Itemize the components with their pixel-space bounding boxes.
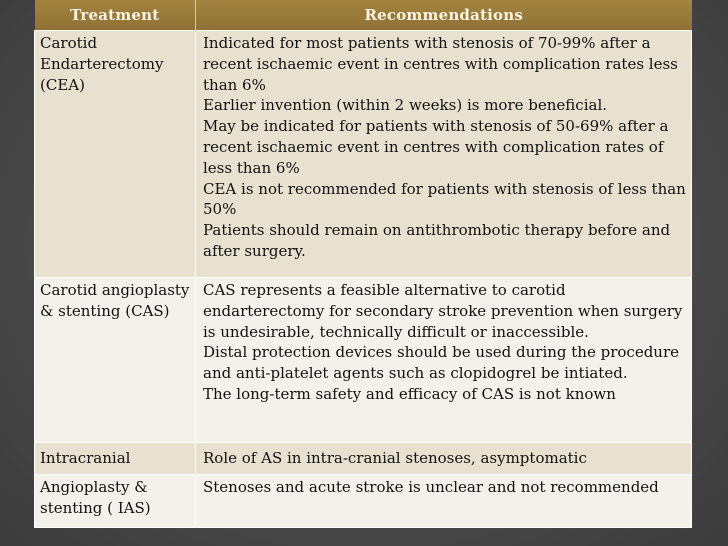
recommendations-cell <box>196 443 692 475</box>
header-recommendations: Recommendations <box>196 0 692 31</box>
recommendations-cell <box>196 278 692 443</box>
recommendation-text: Indicated for most patients with stenosis of 70-99% after a recent ischaemic event in centres with complication rates less than 6% <box>203 34 678 94</box>
table-header-row <box>35 0 692 31</box>
recommendation-text: CAS represents a feasible alternative to carotid endarterectomy for secondary stroke prevention when surgery is undesirable, technically difficult or inaccessible. <box>203 281 683 341</box>
treatment-cell: Angioplasty & stenting ( IAS) <box>35 475 196 528</box>
recommendation-text: Role of AS in intra-cranial stenoses, asymptomatic <box>203 449 587 468</box>
treatment-cell: Intracranial <box>35 443 196 475</box>
treatment-cell: Carotid Endarterectomy (CEA) <box>35 31 196 278</box>
treatment-cell: Carotid angioplasty & stenting (CAS) <box>35 278 196 443</box>
recommendation-text: The long-term safety and efficacy of CAS is not known <box>203 384 616 403</box>
table-row <box>35 31 692 278</box>
recommendation-text: CEA is not recommended for patients with stenosis of less than 50% <box>203 179 686 219</box>
recommendation-text: Distal protection devices should be used during the procedure and anti-platelet agents such as clopidogrel be intiated. <box>203 343 680 383</box>
table-row <box>35 475 692 528</box>
table-row <box>35 278 692 443</box>
recommendations-cell <box>196 475 692 528</box>
recommendation-text: Patients should remain on antithrombotic therapy before and after surgery. <box>203 221 671 260</box>
recommendation-text: May be indicated for patients with stenosis of 50-69% after a recent ischaemic event in centres with complication rates of less than 6% <box>203 117 669 177</box>
table-row <box>35 443 692 475</box>
header-treatment: Treatment <box>35 0 196 31</box>
recommendations-table <box>34 0 692 528</box>
recommendation-text: Earlier invention (within 2 weeks) is more beneficial. <box>203 96 608 115</box>
recommendation-text: Stenoses and acute stroke is unclear and not recommended <box>203 478 659 496</box>
recommendations-cell <box>196 31 692 278</box>
